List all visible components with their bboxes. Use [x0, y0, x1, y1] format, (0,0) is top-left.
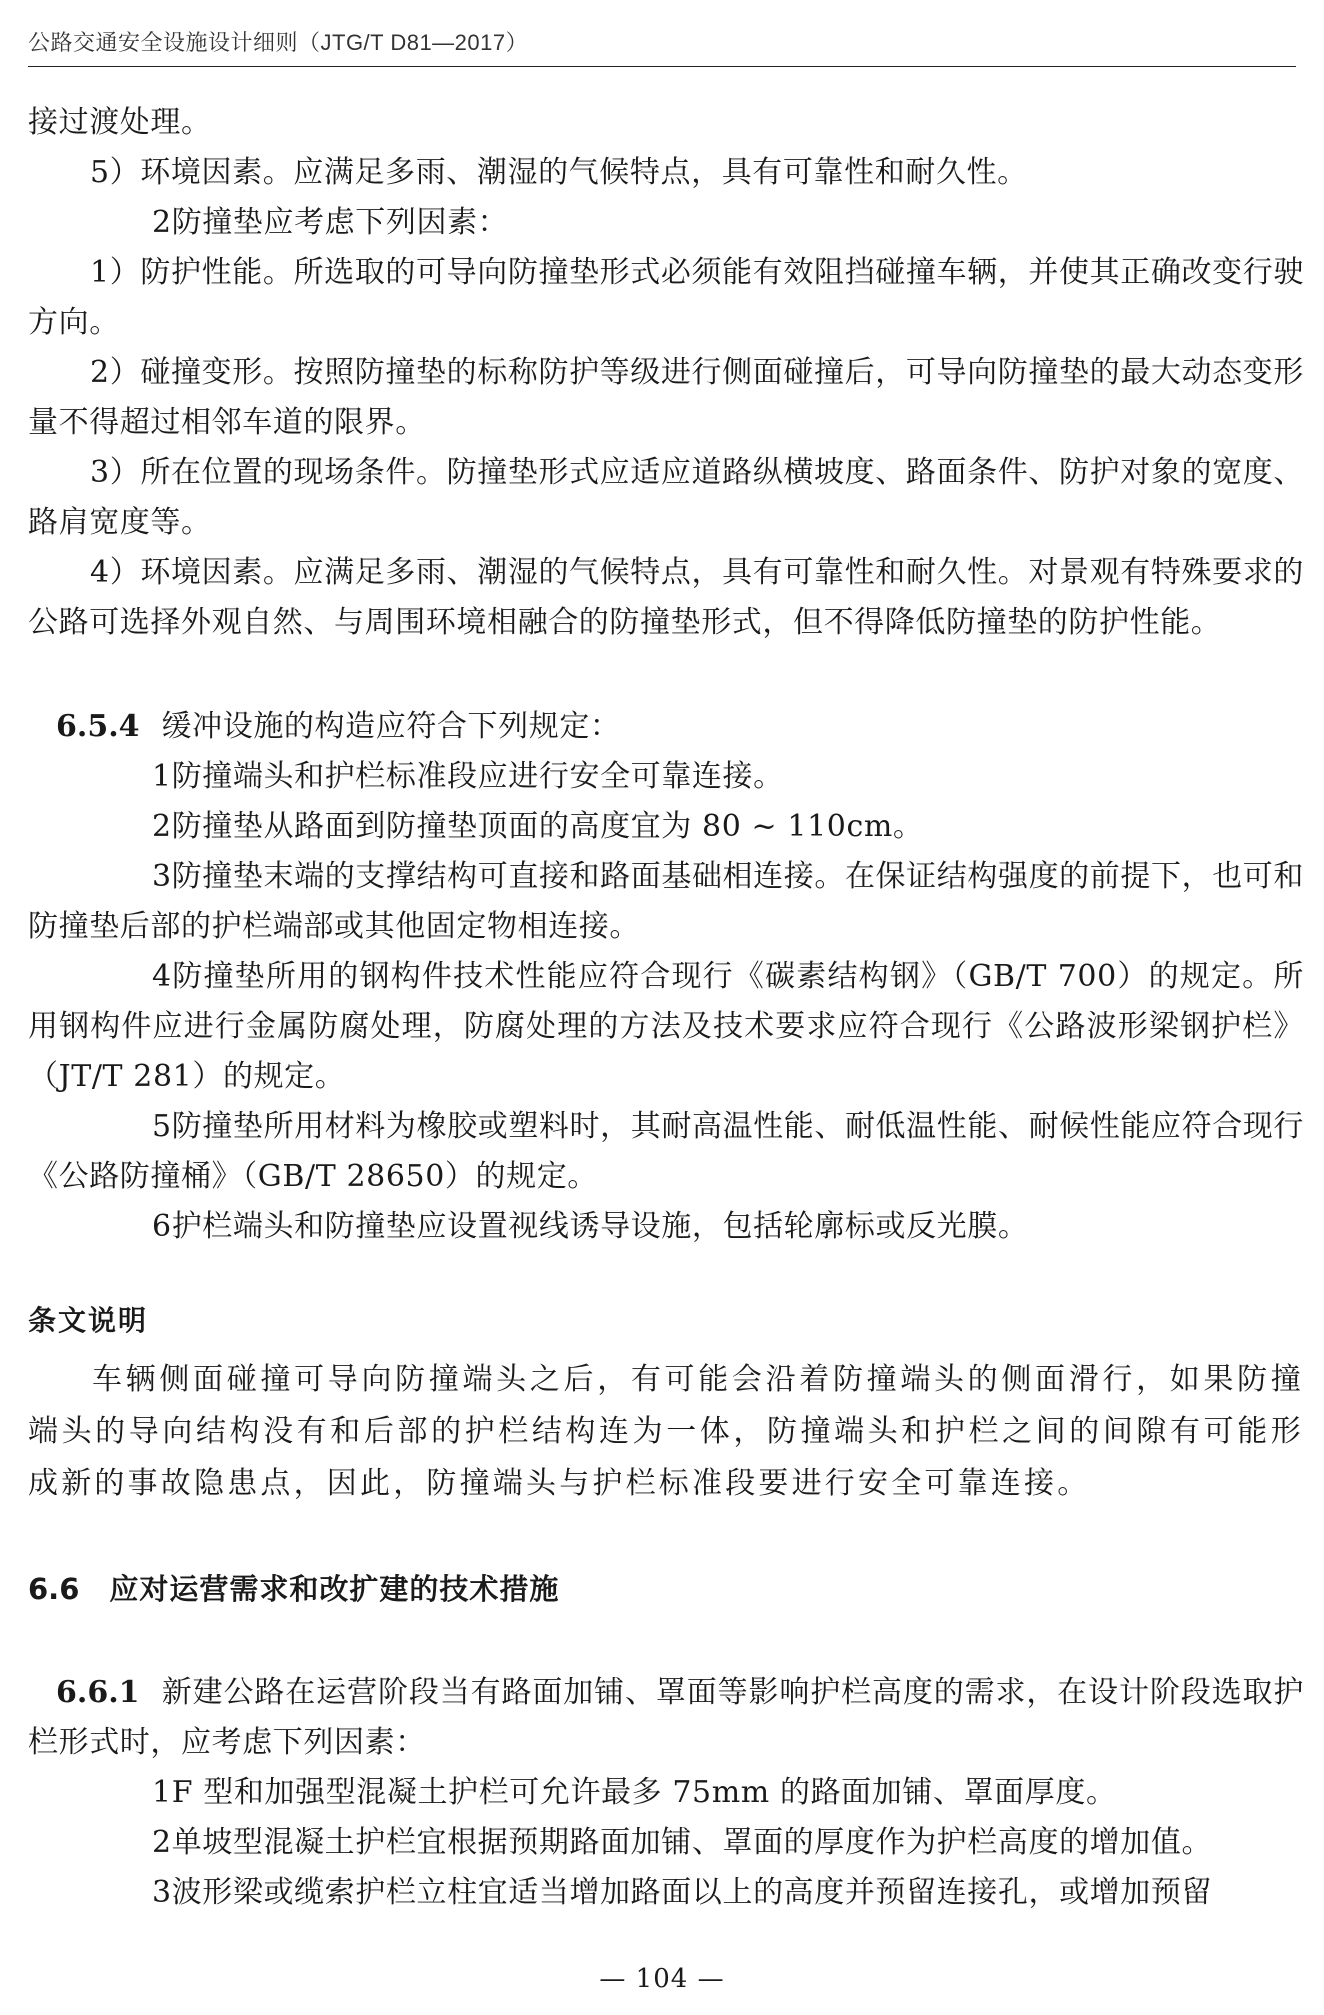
list-item: 2单坡型混凝土护栏宜根据预期路面加铺、罩面的厚度作为护栏高度的增加值。 — [152, 1825, 1213, 1860]
running-header: 公路交通安全设施设计细则（JTG/T D81—2017） — [28, 30, 529, 55]
continuation-line: 接过渡处理。 — [28, 105, 212, 140]
list-item: 5防撞垫所用材料为橡胶或塑料时，其耐高温性能、耐低温性能、耐候性能应符合现行《公路防撞桶》（GB/T 28650）的规定。 — [28, 1109, 1304, 1194]
list-item: 1防撞端头和护栏标准段应进行安全可靠连接。 — [152, 759, 784, 794]
clause-number: 6.6.1 — [56, 1675, 140, 1710]
clause-title: 新建公路在运营阶段当有路面加铺、罩面等影响护栏高度的需求，在设计阶段选取护栏形式时，应考虑下列因素： — [28, 1675, 1304, 1760]
header-rule — [28, 66, 1296, 67]
list-item: 3防撞垫末端的支撑结构可直接和路面基础相连接。在保证结构强度的前提下，也可和防撞垫后部的护栏端部或其他固定物相连接。 — [28, 859, 1304, 944]
clause-title: 缓冲设施的构造应符合下列规定： — [161, 709, 621, 744]
list-item: 1F 型和加强型混凝土护栏可允许最多 75mm 的路面加铺、罩面厚度。 — [152, 1775, 1117, 1810]
clause-heading-6-6-1 — [28, 1668, 1304, 1768]
section-number: 6.6 — [28, 1572, 80, 1606]
list-item: 1）防护性能。所选取的可导向防撞垫形式必须能有效阻挡碰撞车辆，并使其正确改变行驶方向。 — [28, 255, 1304, 340]
clause-number: 6.5.4 — [56, 709, 140, 744]
section-title: 应对运营需求和改扩建的技术措施 — [109, 1572, 560, 1606]
list-item: 4）环境因素。应满足多雨、潮湿的气候特点，具有可靠性和耐久性。对景观有特殊要求的公路可选择外观自然、与周围环境相融合的防撞垫形式，但不得降低防撞垫的防护性能。 — [28, 555, 1304, 640]
clause-heading-6-5-4 — [28, 702, 1304, 752]
list-item: 4防撞垫所用的钢构件技术性能应符合现行《碳素结构钢》（GB/T 700）的规定。所用钢构件应进行金属防腐处理，防腐处理的方法及技术要求应符合现行《公路波形梁钢护栏》（JT/T 281）的规定。 — [28, 959, 1304, 1094]
list-item: 5）环境因素。应满足多雨、潮湿的气候特点，具有可靠性和耐久性。 — [90, 155, 1028, 190]
list-item: 2防撞垫从路面到防撞垫顶面的高度宜为 80 ~ 110cm。 — [152, 809, 924, 844]
list-item: 3）所在位置的现场条件。防撞垫形式应适应道路纵横坡度、路面条件、防护对象的宽度、路肩宽度等。 — [28, 455, 1304, 540]
list-item: 2）碰撞变形。按照防撞垫的标称防护等级进行侧面碰撞后，可导向防撞垫的最大动态变形量不得超过相邻车道的限界。 — [28, 355, 1304, 440]
page-body — [28, 98, 1304, 1918]
page-number: — 104 — — [599, 1964, 725, 1994]
commentary-heading: 条文说明 — [28, 1304, 149, 1337]
cushion-intro: 2防撞垫应考虑下列因素： — [152, 205, 509, 240]
commentary-text: 车辆侧面碰撞可导向防撞端头之后，有可能会沿着防撞端头的侧面滑行，如果防撞端头的导向结构没有和后部的护栏结构连为一体，防撞端头和护栏之间的间隙有可能形成新的事故隐患点，因此，防撞端头与护栏标准段要进行安全可靠连接。 — [28, 1363, 1304, 1500]
section-heading-6-6 — [28, 1564, 1304, 1614]
list-item: 6护栏端头和防撞垫应设置视线诱导设施，包括轮廓标或反光膜。 — [152, 1209, 1029, 1244]
list-item: 3波形梁或缆索护栏立柱宜适当增加路面以上的高度并预留连接孔，或增加预留 — [152, 1875, 1213, 1910]
